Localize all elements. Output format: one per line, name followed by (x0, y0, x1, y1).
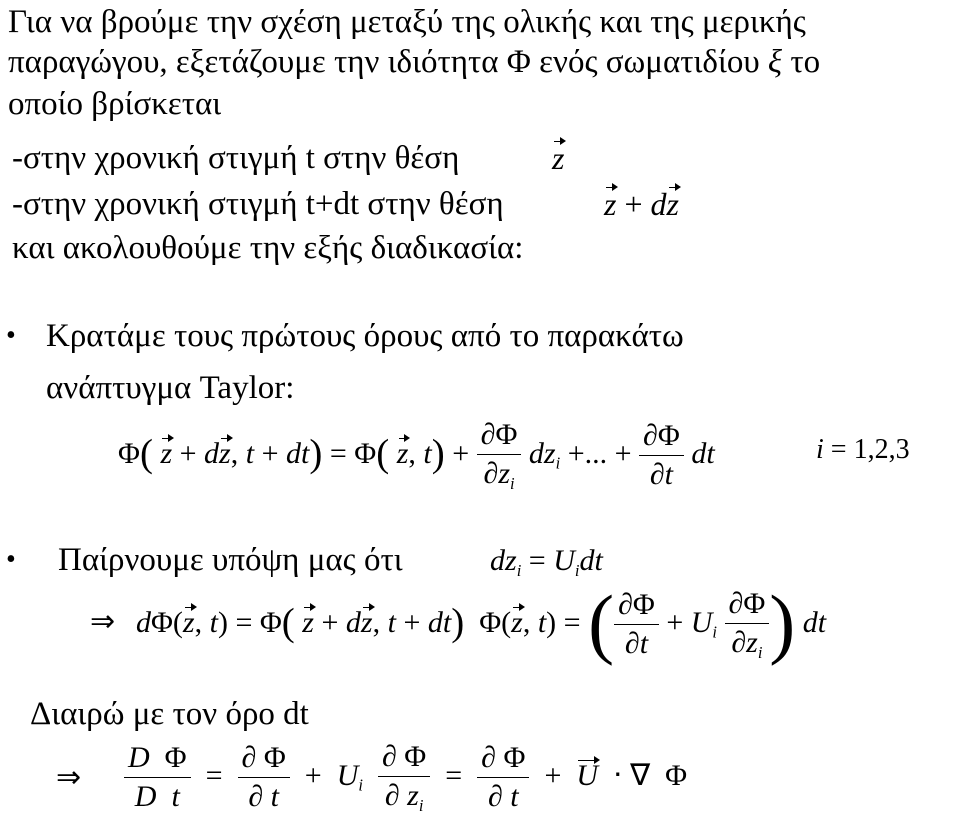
taylor-expansion: Φ( z + dz, t + dt) = Φ( z, t) + $\frac{\partial\Phi}{\partial z_i}$ $dz_i$ +... + $\frac{\partial\Phi}{\partial t}$ dt (118, 418, 715, 493)
intro-line-2-text: παραγώγου, εξετάζουμε την ιδιότητα Φ ενός σωματιδίου (8, 44, 760, 80)
intro-line-3: οποίο βρίσκεται (8, 86, 222, 122)
index-range: i = 1,2,3 (816, 434, 910, 465)
bullet-2-text: Παίρνουμε υπόψη μας ότι (58, 542, 403, 578)
intro-line-2 (8, 42, 820, 82)
bullet-1-line-1: Κρατάμε τους πρώτους όρους από το παρακάτω (46, 318, 684, 354)
bullet-1: • (6, 320, 16, 351)
implies-arrow-2: ⇒ (56, 760, 82, 795)
section-3-text: Διαιρώ με τον όρο dt (30, 696, 309, 732)
material-derivative: $\frac{\text{D Φ}}{\text{D t}}$ = $\frac{\partial \Phi}{\partial t}$ + $U_i$ $\frac{\partial \Phi}{\partial z_i}$ = $\frac{\partial \Phi}{\partial t}$ + U ⋅ ∇ Φ (124, 740, 687, 816)
implies-arrow-1: ⇒ (90, 604, 116, 639)
velocity-relation: $dz_i = U_idt$ (490, 544, 603, 580)
intro-line-2-tail: το (790, 44, 821, 80)
position-z: z (552, 140, 565, 176)
intro-line-5: -στην χρονική στιγμή t+dt στην θέση (12, 186, 504, 222)
xi-symbol: ξ (767, 44, 783, 80)
total-differential: dΦ(z, t) = Φ( z + dz, t + dt) Φ(z, t) = ( $\frac{\partial\Phi}{\partial t}$ + $U_i$ $\frac{\partial\Phi}{\partial z_i}$ ) dt (136, 579, 827, 666)
position-z-plus-dz: z + dz (604, 186, 679, 222)
intro-line-6: και ακολουθούμε την εξής διαδικασία: (12, 230, 524, 266)
intro-line-1: Για να βρούμε την σχέση μεταξύ της ολικής και της μερικής (8, 4, 806, 40)
intro-line-4: -στην χρονική στιγμή t στην θέση (12, 140, 460, 176)
bullet-2: • (6, 544, 16, 575)
bullet-1-line-2: ανάπτυγμα Taylor: (46, 370, 295, 406)
